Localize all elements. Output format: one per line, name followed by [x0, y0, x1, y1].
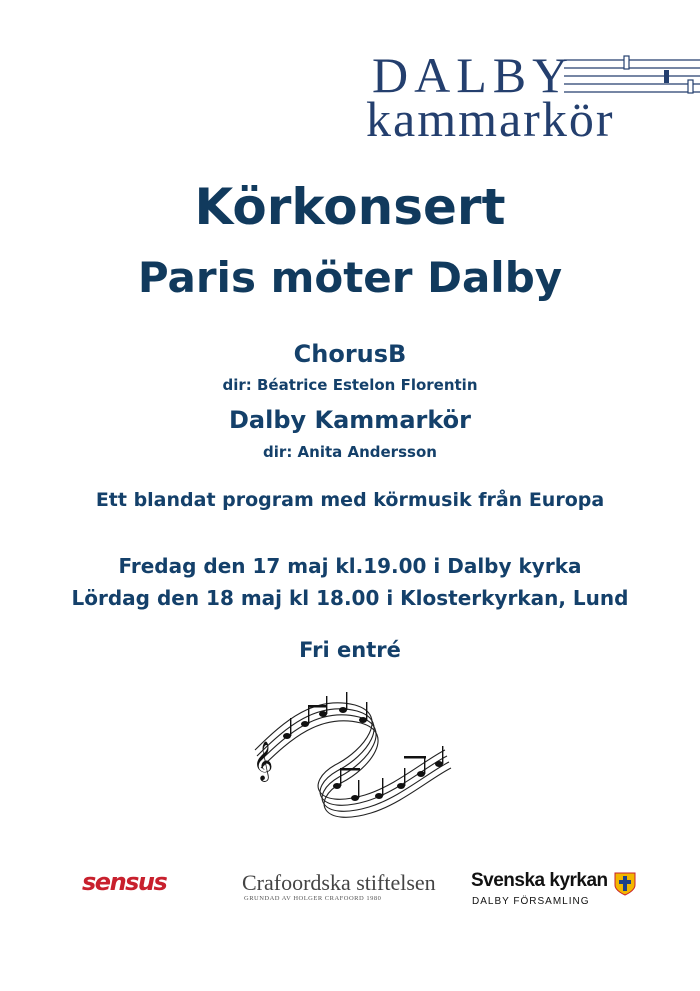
- admission-text: Fri entré: [299, 638, 401, 662]
- concert-title: Körkonsert: [194, 178, 506, 236]
- choir-director-2: dir: Anita Andersson: [263, 443, 437, 461]
- crafoordska-tagline: GRUNDAD AV HOLGER CRAFOORD 1980: [244, 895, 382, 902]
- choir-director-1: dir: Béatrice Estelon Florentin: [222, 376, 478, 394]
- concert-subtitle: Paris möter Dalby: [137, 253, 563, 302]
- choir-name-2: Dalby Kammarkör: [228, 406, 471, 434]
- concert-date-1: Fredag den 17 maj kl.19.00 i Dalby kyrka: [118, 554, 582, 578]
- dalby-kammarkor-logo: [360, 48, 700, 148]
- svenska-kyrkan-logo: Svenska kyrkan: [471, 870, 608, 891]
- svg-text:𝄞: 𝄞: [253, 741, 274, 781]
- logo-staff-icon: [564, 54, 700, 98]
- concert-date-2: Lördag den 18 maj kl 18.00 i Klosterkyrkan, Lund: [71, 586, 629, 610]
- crafoordska-logo: Crafoordska stiftelsen: [242, 870, 436, 895]
- svenska-kyrkan-parish: DALBY FÖRSAMLING: [472, 896, 590, 907]
- program-description: Ett blandat program med körmusik från Europa: [95, 489, 605, 511]
- music-notes-staff-icon: [245, 690, 455, 830]
- svenska-kyrkan-cross-icon: [614, 872, 636, 896]
- choir-name-1: ChorusB: [293, 340, 407, 368]
- logo-line-2: kammarkör: [366, 91, 615, 147]
- logo-line-1: DALBY: [372, 47, 575, 103]
- sensus-logo: sensus: [82, 868, 167, 896]
